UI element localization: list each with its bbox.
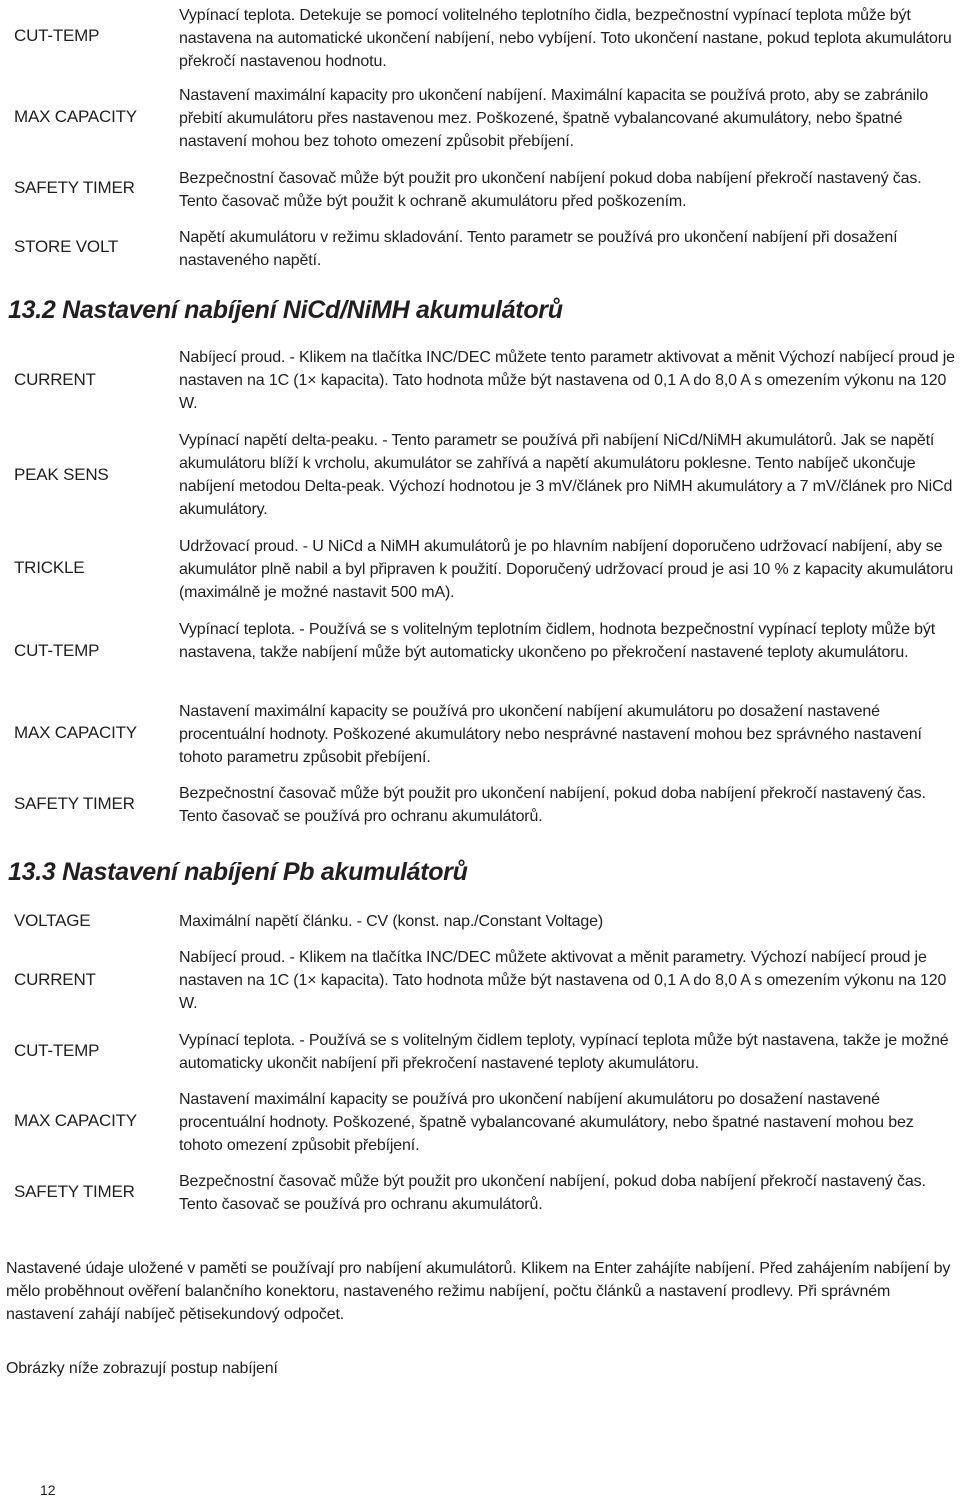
param-term: MAX CAPACITY xyxy=(14,107,137,126)
param-description: Vypínací teplota. - Používá se s volitelným teplotním čidlem, hodnota bezpečnostní vypínací teploty může být nastavena, takže nabíjení může být automaticky ukončeno po překročení nastavené teploty akumulátoru. xyxy=(179,621,936,661)
param-description: Nastavení maximální kapacity se používá pro ukončení nabíjení akumulátoru po dosažení nastavené procentuální hodnoty. Poškozené, špatně vybalancované akumulátory, nebo špatné nastavení mohou bez tohoto omezení způsobit přebíjení. xyxy=(179,1091,914,1154)
images-note: Obrázky níže zobrazují postup nabíjení xyxy=(6,1360,278,1377)
param-term: CURRENT xyxy=(14,970,96,989)
param-description: Vypínací teplota. - Používá se s volitelným čidlem teploty, vypínací teplota může být nastavena, takže je možné automaticky ukončit nabíjení při překročení nastavené teploty akumulátoru. xyxy=(179,1032,949,1072)
section-heading-pb: 13.3 Nastavení nabíjení Pb akumulátorů xyxy=(8,858,468,886)
param-description: Maximální napětí článku. - CV (konst. nap./Constant Voltage) xyxy=(179,913,604,930)
param-term: SAFETY TIMER xyxy=(14,178,135,197)
param-term: TRICKLE xyxy=(14,558,85,577)
section-heading-nicd: 13.2 Nastavení nabíjení NiCd/NiMH akumulátorů xyxy=(8,296,563,324)
param-term: CURRENT xyxy=(14,370,96,389)
param-description: Nabíjecí proud. - Klikem na tlačítka INC/DEC můžete aktivovat a měnit parametry. Výchozí nabíjecí proud je nastaven na 1C (1× kapacita). Tato hodnota může být nastavena od 0,1 A do 8,0 A s omezením výkonu na 120 W. xyxy=(179,949,947,1012)
param-description: Vypínací napětí delta-peaku. - Tento parametr se používá při nabíjení NiCd/NiMH akumulátorů. Jak se napětí akumulátoru blíží k vrcholu, akumulátor se zahřívá a napětí akumulátoru poklesne. Tento nabíječ ukončuje nabíjení metodou Delta-peak. Výchozí hodnotou je 3 mV/článek pro NiMH akumulátory a 7 mV/článek pro NiCd akumulátory. xyxy=(179,432,953,518)
param-description: Nastavení maximální kapacity se používá pro ukončení nabíjení akumulátoru po dosažení nastavené procentuální hodnoty. Poškozené akumulátory nebo nesprávné nastavení mohou bez správného nastavení tohoto parametru způsobit přebíjení. xyxy=(179,703,922,766)
param-description: Udržovací proud. - U NiCd a NiMH akumulátorů je po hlavním nabíjení doporučeno udržovací nabíjení, aby se akumulátor plně nabil a byl připraven k použití. Doporučený udržovací proud je asi 10 % z kapacity akumulátoru (maximálně je možné nastavit 500 mA). xyxy=(179,538,954,601)
param-term: SAFETY TIMER xyxy=(14,794,135,813)
param-description: Napětí akumulátoru v režimu skladování. Tento parametr se používá pro ukončení nabíjení při dosažení nastaveného napětí. xyxy=(179,229,898,269)
param-term: CUT-TEMP xyxy=(14,1041,100,1060)
param-term: CUT-TEMP xyxy=(14,26,100,45)
param-description: Vypínací teplota. Detekuje se pomocí volitelného teplotního čidla, bezpečnostní vypínací teplota může být nastavena na automatické ukončení nabíjení, nebo vybíjení. Toto ukončení nastane, pokud teplota akumulátoru překročí nastavenou hodnotu. xyxy=(179,7,952,70)
param-term: SAFETY TIMER xyxy=(14,1182,135,1201)
summary-paragraph: Nastavené údaje uložené v paměti se používají pro nabíjení akumulátorů. Klikem na Enter zahájíte nabíjení. Před zahájením nabíjení by mělo proběhnout ověření balančního konektoru, nastaveného režimu nabíjení, počtu článků a nastavení prodlevy. Při správném nastavení zahájí nabíječ pětisekundový odpočet. xyxy=(6,1260,951,1323)
param-description: Bezpečnostní časovač může být použit pro ukončení nabíjení pokud doba nabíjení překročí nastavený čas. Tento časovač může být použit k ochraně akumulátoru před poškozením. xyxy=(179,170,922,210)
param-description: Nabíjecí proud. - Klikem na tlačítka INC/DEC můžete tento parametr aktivovat a měnit Výchozí nabíjecí proud je nastaven na 1C (1× kapacita). Tato hodnota může být nastavena od 0,1 A do 8,0 A s omezením výkonu na 120 W. xyxy=(179,349,955,412)
param-term: MAX CAPACITY xyxy=(14,1111,137,1130)
param-term: STORE VOLT xyxy=(14,237,119,256)
page-number: 12 xyxy=(40,1482,56,1498)
param-description: Nastavení maximální kapacity pro ukončení nabíjení. Maximální kapacita se používá proto, aby se zabránilo přebití akumulátoru přes nastavenou mez. Poškozené, špatně vybalancované akumulátory, nebo špatné nastavení mohou bez tohoto omezení způsobit přebíjení. xyxy=(179,87,929,150)
param-term: MAX CAPACITY xyxy=(14,723,137,742)
param-description: Bezpečnostní časovač může být použit pro ukončení nabíjení, pokud doba nabíjení překročí nastavený čas. Tento časovač se používá pro ochranu akumulátorů. xyxy=(179,1173,926,1213)
param-term: PEAK SENS xyxy=(14,465,109,484)
param-term: CUT-TEMP xyxy=(14,641,100,660)
param-term: VOLTAGE xyxy=(14,911,91,930)
param-description: Bezpečnostní časovač může být použit pro ukončení nabíjení, pokud doba nabíjení překročí nastavený čas. Tento časovač se používá pro ochranu akumulátorů. xyxy=(179,785,926,825)
